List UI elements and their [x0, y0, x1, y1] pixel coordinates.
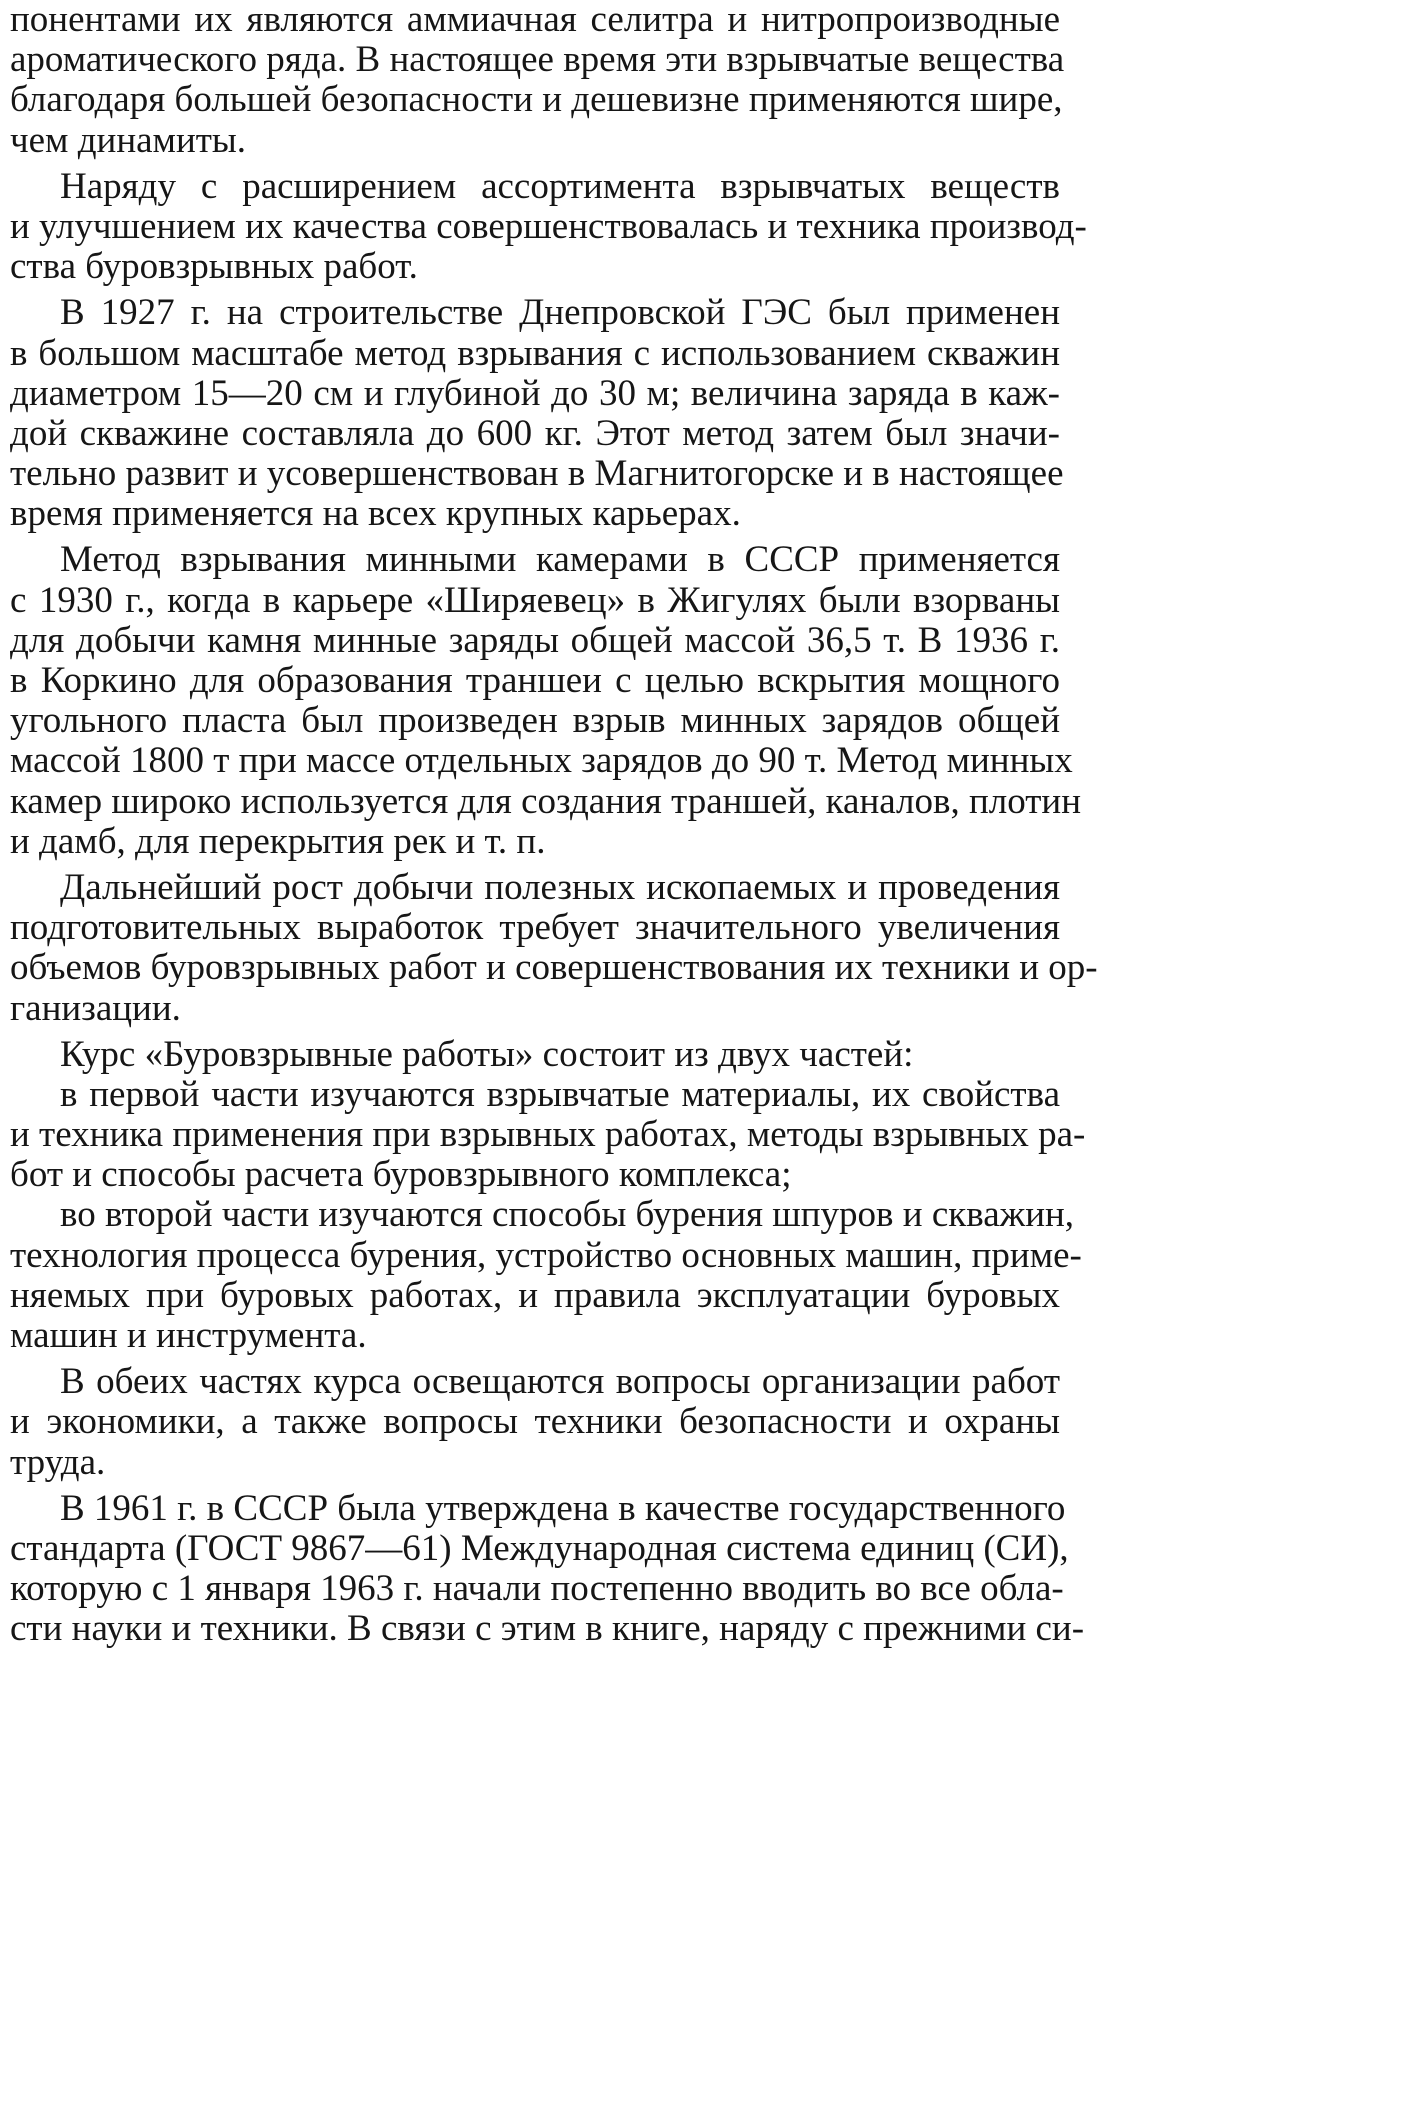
text-line: чем динамиты.	[10, 119, 247, 161]
text-line: Метод взрывания минными камерами в СССР применяется	[60, 539, 1060, 581]
text-line: и экономики, а также вопросы техники безопасности и охраны	[10, 1401, 1060, 1443]
text-line: в большом масштабе метод взрывания с использованием скважин	[10, 332, 1060, 374]
text-line: камер широко используется для создания траншей, каналов, плотин	[10, 780, 1081, 822]
text-line: Дальнейший рост добычи полезных ископаемых и проведения	[60, 866, 1060, 908]
text-line: и дамб, для перекрытия рек и т. п.	[10, 820, 546, 862]
text-line: с 1930 г., когда в карьере «Ширяевец» в Жигулях были взорваны	[10, 579, 1060, 621]
paragraph	[10, 1073, 1086, 1196]
text-line: и улучшением их качества совершенствовалась и техника производ-	[10, 205, 1087, 247]
paragraph	[10, 1487, 1085, 1650]
text-line: ароматического ряда. В настоящее время эти взрывчатые вещества	[10, 39, 1065, 81]
document-page	[10, 0, 1098, 1650]
paragraph	[10, 1362, 1060, 1483]
paragraph	[10, 165, 1087, 288]
text-line: технология процесса бурения, устройство основных машин, приме-	[10, 1234, 1082, 1276]
text-line: во второй части изучаются способы бурения шпуров и скважин,	[60, 1194, 1075, 1236]
text-line: которую с 1 января 1963 г. начали постепенно вводить во все обла-	[10, 1568, 1064, 1610]
paragraph	[10, 1194, 1082, 1356]
paragraph	[10, 866, 1098, 1029]
text-line: угольного пласта был произведен взрыв минных зарядов общей	[10, 700, 1060, 742]
text-line: Курс «Буровзрывные работы» состоит из двух частей:	[60, 1033, 914, 1075]
text-line: объемов буровзрывных работ и совершенствования их техники и ор-	[10, 947, 1098, 989]
text-line: ганизации.	[10, 987, 181, 1029]
text-line: бот и способы расчета буровзрывного комплекса;	[10, 1154, 792, 1196]
text-line: благодаря большей безопасности и дешевизне применяются шире,	[10, 79, 1063, 121]
paragraph	[10, 292, 1064, 535]
text-line: В 1961 г. в СССР была утверждена в качестве государственного	[60, 1487, 1066, 1529]
text-line: сти науки и техники. В связи с этим в книге, наряду с прежними си-	[10, 1608, 1085, 1650]
text-line: в первой части изучаются взрывчатые материалы, их свойства	[60, 1073, 1060, 1115]
paragraph	[10, 1035, 1060, 1075]
text-line: няемых при буровых работах, и правила эксплуатации буровых	[10, 1274, 1060, 1316]
text-line: для добычи камня минные заряды общей массой 36,5 т. В 1936 г.	[10, 619, 1060, 661]
text-line: В обеих частях курса освещаются вопросы организации работ	[60, 1361, 1060, 1403]
text-line: ства буровзрывных работ.	[10, 246, 418, 288]
paragraph	[10, 0, 1065, 161]
text-line: время применяется на всех крупных карьерах.	[10, 493, 741, 535]
text-line: машин и инструмента.	[10, 1315, 367, 1356]
text-line: диаметром 15—20 см и глубиной до 30 м; величина заряда в каж-	[10, 372, 1060, 414]
text-line: тельно развит и усовершенствован в Магнитогорске и в настоящее	[10, 453, 1064, 495]
text-line: В 1927 г. на строительстве Днепровской ГЭС был применен	[60, 292, 1060, 334]
paragraph	[10, 539, 1081, 862]
text-line: и техника применения при взрывных работах, методы взрывных ра-	[10, 1114, 1086, 1156]
text-line: Наряду с расширением ассортимента взрывчатых веществ	[60, 165, 1060, 207]
text-line: стандарта (ГОСТ 9867—61) Международная система единиц (СИ),	[10, 1527, 1069, 1569]
text-line: понентами их являются аммиачная селитра и нитропроизводные	[10, 0, 1060, 40]
text-line: массой 1800 т при массе отдельных зарядов до 90 т. Метод минных	[10, 740, 1073, 782]
text-line: дой скважине составляла до 600 кг. Этот метод затем был значи-	[10, 412, 1060, 454]
text-line: труда.	[10, 1441, 106, 1483]
text-line: подготовительных выработок требует значительного увеличения	[10, 907, 1060, 949]
text-line: в Коркино для образования траншеи с целью вскрытия мощного	[10, 660, 1060, 701]
